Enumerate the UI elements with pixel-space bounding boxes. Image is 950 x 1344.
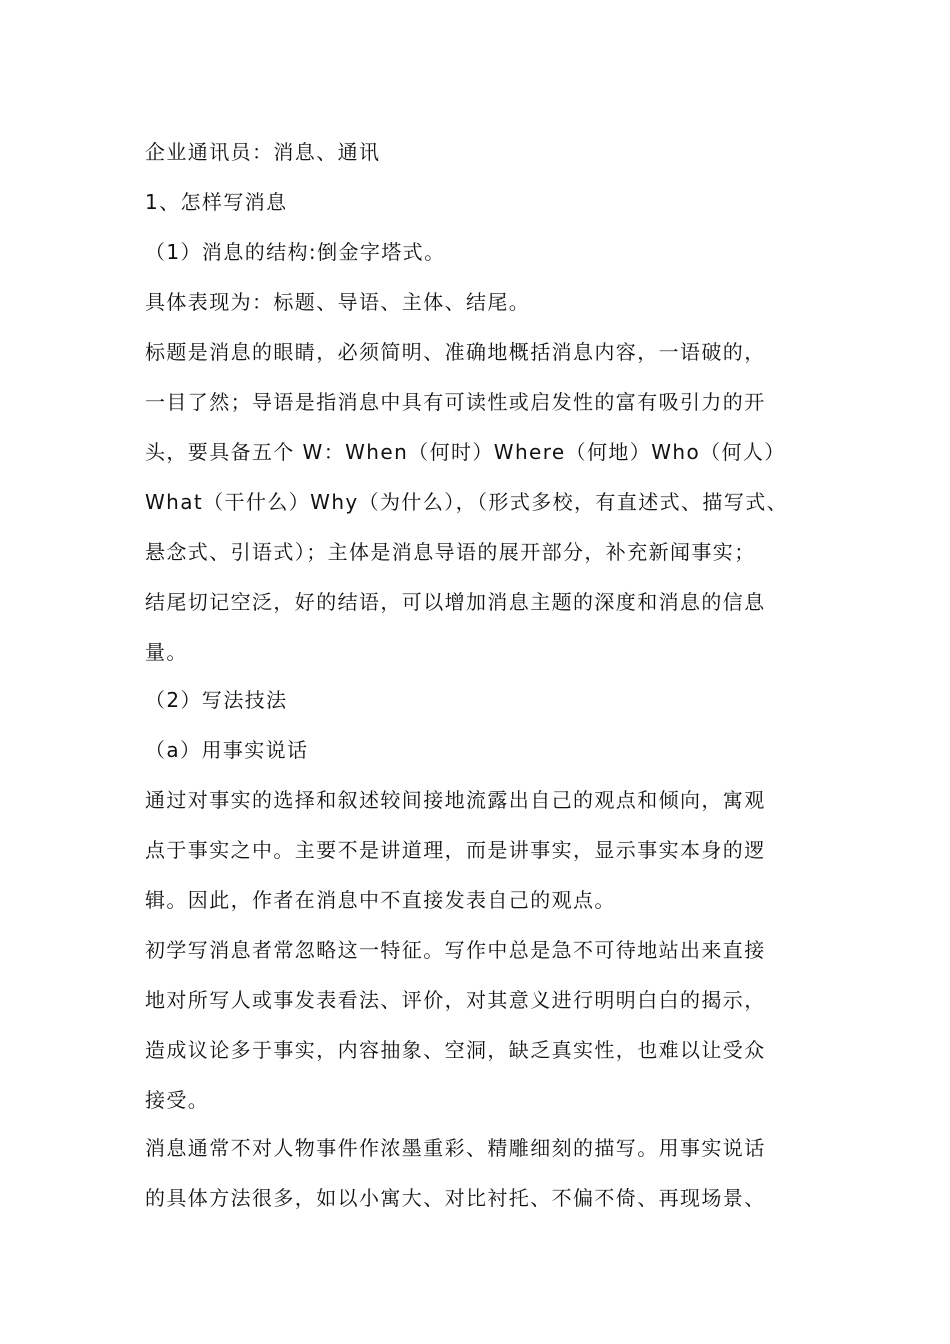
text-line: 通过对事实的选择和叙述较间接地流露出自己的观点和倾向，寓观 — [145, 788, 766, 812]
text-line: 量。 — [145, 640, 188, 664]
document-body — [145, 134, 835, 1230]
text-line: 一目了然；导语是指消息中具有可读性或启发性的富有吸引力的开 — [145, 390, 766, 414]
subsection-heading: （2）写法技法 — [145, 688, 288, 712]
text-line: 地对所写人或事发表看法、评价，对其意义进行明明白白的揭示， — [145, 988, 766, 1012]
text-line: 标题是消息的眼睛，必须简明、准确地概括消息内容，一语破的， — [145, 340, 766, 364]
subsection-heading: （a）用事实说话 — [145, 738, 309, 762]
text-line: 接受。 — [145, 1088, 210, 1112]
text-line: 辑。因此，作者在消息中不直接发表自己的观点。 — [145, 888, 616, 912]
text-line: 结尾切记空泛，好的结语，可以增加消息主题的深度和消息的信息 — [145, 590, 766, 614]
text-line: 具体表现为：标题、导语、主体、结尾。 — [145, 290, 531, 314]
section-heading: 1、怎样写消息 — [145, 190, 288, 214]
document-title: 企业通讯员：消息、通讯 — [145, 140, 381, 164]
text-line: 点于事实之中。主要不是讲道理，而是讲事实，显示事实本身的逻 — [145, 838, 766, 862]
text-line: 消息通常不对人物事件作浓墨重彩、精雕细刻的描写。用事实说话 — [145, 1136, 766, 1160]
text-line: 造成议论多于事实，内容抽象、空洞，缺乏真实性，也难以让受众 — [145, 1038, 766, 1062]
text-line: 头，要具备五个 W：When（何时）Where（何地）Who（何人） — [145, 440, 786, 464]
text-line: 的具体方法很多，如以小寓大、对比衬托、不偏不倚、再现场景、 — [145, 1186, 766, 1210]
subsection-heading: （1）消息的结构:倒金字塔式。 — [145, 240, 446, 264]
text-line: 初学写消息者常忽略这一特征。写作中总是急不可待地站出来直接 — [145, 938, 766, 962]
text-line: 悬念式、引语式）；主体是消息导语的展开部分，补充新闻事实； — [145, 540, 756, 564]
text-line: What（干什么）Why（为什么），（形式多校，有直述式、描写式、 — [145, 490, 789, 514]
